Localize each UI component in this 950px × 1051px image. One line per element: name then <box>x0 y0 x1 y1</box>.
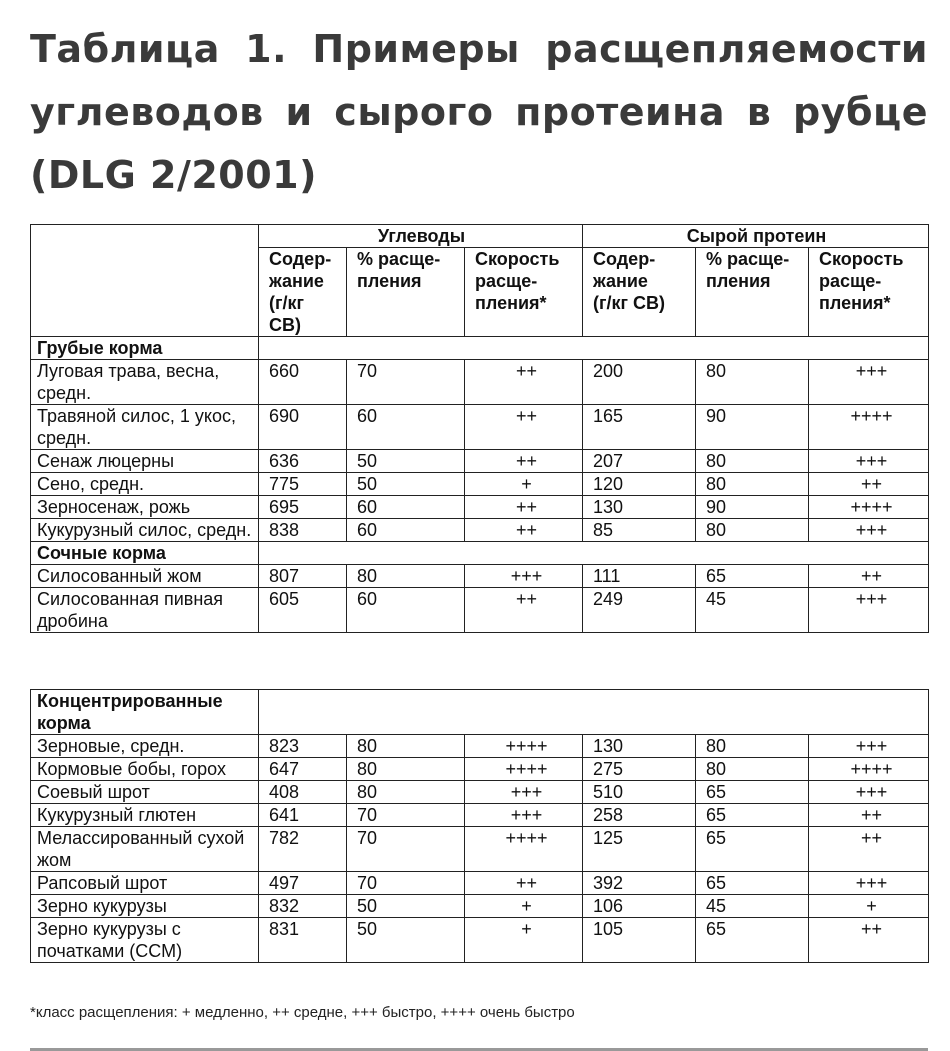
value-cell: 50 <box>347 918 465 963</box>
value-cell: 807 <box>259 565 347 588</box>
value-cell: 510 <box>583 781 696 804</box>
value-cell: 775 <box>259 473 347 496</box>
feed-name-cell: Соевый шрот <box>31 781 259 804</box>
value-cell: 690 <box>259 405 347 450</box>
digestibility-table-part-2 <box>30 689 929 963</box>
feed-name-cell: Силосованный жом <box>31 565 259 588</box>
value-cell: 70 <box>347 360 465 405</box>
value-cell: ++ <box>465 519 583 542</box>
value-cell: 60 <box>347 588 465 633</box>
feed-name-cell: Зерносенаж, рожь <box>31 496 259 519</box>
value-cell: 60 <box>347 519 465 542</box>
value-cell: ++ <box>809 918 929 963</box>
subheader-cell: % расще- пления <box>347 248 465 337</box>
table-row <box>31 781 929 804</box>
subheader-cell: % расще- пления <box>696 248 809 337</box>
category-row <box>31 542 929 565</box>
category-row <box>31 690 929 735</box>
table-row <box>31 473 929 496</box>
value-cell: 647 <box>259 758 347 781</box>
feed-name-cell: Сенаж люцерны <box>31 450 259 473</box>
value-cell: 50 <box>347 895 465 918</box>
feed-name-cell: Зерновые, средн. <box>31 735 259 758</box>
value-cell: ++++ <box>465 827 583 872</box>
value-cell: 70 <box>347 804 465 827</box>
table-row <box>31 565 929 588</box>
value-cell: 200 <box>583 360 696 405</box>
table-row <box>31 405 929 450</box>
value-cell: +++ <box>809 450 929 473</box>
value-cell: +++ <box>809 519 929 542</box>
value-cell: 80 <box>696 519 809 542</box>
value-cell: 80 <box>696 473 809 496</box>
value-cell: 65 <box>696 565 809 588</box>
value-cell: 408 <box>259 781 347 804</box>
value-cell: 90 <box>696 496 809 519</box>
value-cell: 832 <box>259 895 347 918</box>
table-row <box>31 872 929 895</box>
value-cell: + <box>465 895 583 918</box>
value-cell: 838 <box>259 519 347 542</box>
feed-name-cell: Зерно кукурузы <box>31 895 259 918</box>
value-cell: ++ <box>809 827 929 872</box>
value-cell: 65 <box>696 872 809 895</box>
table-row <box>31 588 929 633</box>
table-row <box>31 918 929 963</box>
value-cell: +++ <box>809 735 929 758</box>
subheader-cell: Содер- жание (г/кг СВ) <box>583 248 696 337</box>
category-empty-cell <box>259 690 929 735</box>
value-cell: ++ <box>465 360 583 405</box>
value-cell: ++++ <box>809 496 929 519</box>
table-row <box>31 360 929 405</box>
value-cell: 605 <box>259 588 347 633</box>
feed-name-cell: Силосованная пивная дробина <box>31 588 259 633</box>
value-cell: 80 <box>696 450 809 473</box>
feed-name-cell: Мелассированный сухой жом <box>31 827 259 872</box>
value-cell: 70 <box>347 872 465 895</box>
value-cell: 695 <box>259 496 347 519</box>
value-cell: 165 <box>583 405 696 450</box>
value-cell: 80 <box>347 565 465 588</box>
value-cell: 85 <box>583 519 696 542</box>
value-cell: ++ <box>809 804 929 827</box>
value-cell: 660 <box>259 360 347 405</box>
category-label: Сочные корма <box>31 542 259 565</box>
value-cell: ++++ <box>809 758 929 781</box>
category-row <box>31 337 929 360</box>
value-cell: 120 <box>583 473 696 496</box>
feed-name-cell: Кукурузный силос, средн. <box>31 519 259 542</box>
value-cell: ++ <box>465 588 583 633</box>
feed-name-cell: Луговая трава, весна, средн. <box>31 360 259 405</box>
value-cell: 90 <box>696 405 809 450</box>
value-cell: 60 <box>347 405 465 450</box>
table-row <box>31 804 929 827</box>
value-cell: ++++ <box>465 758 583 781</box>
value-cell: 45 <box>696 588 809 633</box>
value-cell: +++ <box>809 360 929 405</box>
value-cell: 207 <box>583 450 696 473</box>
table-row <box>31 827 929 872</box>
value-cell: 80 <box>347 735 465 758</box>
value-cell: 65 <box>696 827 809 872</box>
title-line-2: углеводов и сырого протеина в рубце <box>30 90 928 134</box>
value-cell: 497 <box>259 872 347 895</box>
value-cell: + <box>465 918 583 963</box>
value-cell: 60 <box>347 496 465 519</box>
digestibility-table-part-1 <box>30 224 929 633</box>
feed-name-cell: Сено, средн. <box>31 473 259 496</box>
table-row <box>31 895 929 918</box>
category-label: Концентрированные корма <box>31 690 259 735</box>
value-cell: 636 <box>259 450 347 473</box>
category-label: Грубые корма <box>31 337 259 360</box>
value-cell: 782 <box>259 827 347 872</box>
value-cell: 80 <box>696 360 809 405</box>
value-cell: 65 <box>696 781 809 804</box>
table-row <box>31 519 929 542</box>
value-cell: 275 <box>583 758 696 781</box>
subheader-cell: Скорость расще- пления* <box>465 248 583 337</box>
value-cell: 50 <box>347 473 465 496</box>
value-cell: +++ <box>465 781 583 804</box>
value-cell: +++ <box>809 872 929 895</box>
value-cell: 65 <box>696 918 809 963</box>
value-cell: 50 <box>347 450 465 473</box>
value-cell: 130 <box>583 735 696 758</box>
page-title <box>30 18 928 207</box>
value-cell: 70 <box>347 827 465 872</box>
value-cell: 111 <box>583 565 696 588</box>
value-cell: ++ <box>809 565 929 588</box>
value-cell: 105 <box>583 918 696 963</box>
table-row <box>31 735 929 758</box>
header-group-crude-protein: Сырой протеин <box>583 225 929 248</box>
value-cell: +++ <box>465 565 583 588</box>
feed-name-cell: Кукурузный глютен <box>31 804 259 827</box>
value-cell: +++ <box>809 781 929 804</box>
value-cell: 45 <box>696 895 809 918</box>
header-empty-cell <box>31 225 259 337</box>
value-cell: 80 <box>347 781 465 804</box>
value-cell: 80 <box>696 735 809 758</box>
value-cell: 258 <box>583 804 696 827</box>
value-cell: 130 <box>583 496 696 519</box>
value-cell: ++ <box>465 405 583 450</box>
value-cell: 641 <box>259 804 347 827</box>
value-cell: +++ <box>809 588 929 633</box>
value-cell: 106 <box>583 895 696 918</box>
value-cell: ++++ <box>809 405 929 450</box>
value-cell: 65 <box>696 804 809 827</box>
value-cell: 392 <box>583 872 696 895</box>
feed-name-cell: Кормовые бобы, горох <box>31 758 259 781</box>
value-cell: ++++ <box>465 735 583 758</box>
feed-name-cell: Травяной силос, 1 укос, средн. <box>31 405 259 450</box>
table-row <box>31 758 929 781</box>
category-empty-cell <box>259 337 929 360</box>
value-cell: ++ <box>465 450 583 473</box>
category-empty-cell <box>259 542 929 565</box>
value-cell: ++ <box>465 872 583 895</box>
subheader-cell: Скорость расще- пления* <box>809 248 929 337</box>
title-line-3: (DLG 2/2001) <box>30 153 317 197</box>
value-cell: 823 <box>259 735 347 758</box>
table-row <box>31 450 929 473</box>
value-cell: ++ <box>465 496 583 519</box>
table-row <box>31 496 929 519</box>
value-cell: 80 <box>347 758 465 781</box>
header-group-carbohydrates: Углеводы <box>259 225 583 248</box>
subheader-cell: Содер- жание (г/кг СВ) <box>259 248 347 337</box>
value-cell: + <box>465 473 583 496</box>
value-cell: +++ <box>465 804 583 827</box>
feed-name-cell: Зерно кукурузы с початками (ССМ) <box>31 918 259 963</box>
value-cell: 125 <box>583 827 696 872</box>
footnote: *класс расщепления: + медленно, ++ средне, +++ быстро, ++++ очень быстро <box>30 1004 575 1021</box>
feed-name-cell: Рапсовый шрот <box>31 872 259 895</box>
value-cell: 831 <box>259 918 347 963</box>
value-cell: + <box>809 895 929 918</box>
value-cell: 249 <box>583 588 696 633</box>
value-cell: 80 <box>696 758 809 781</box>
title-line-1: Таблица 1. Примеры расщепляемости <box>30 27 928 71</box>
value-cell: ++ <box>809 473 929 496</box>
